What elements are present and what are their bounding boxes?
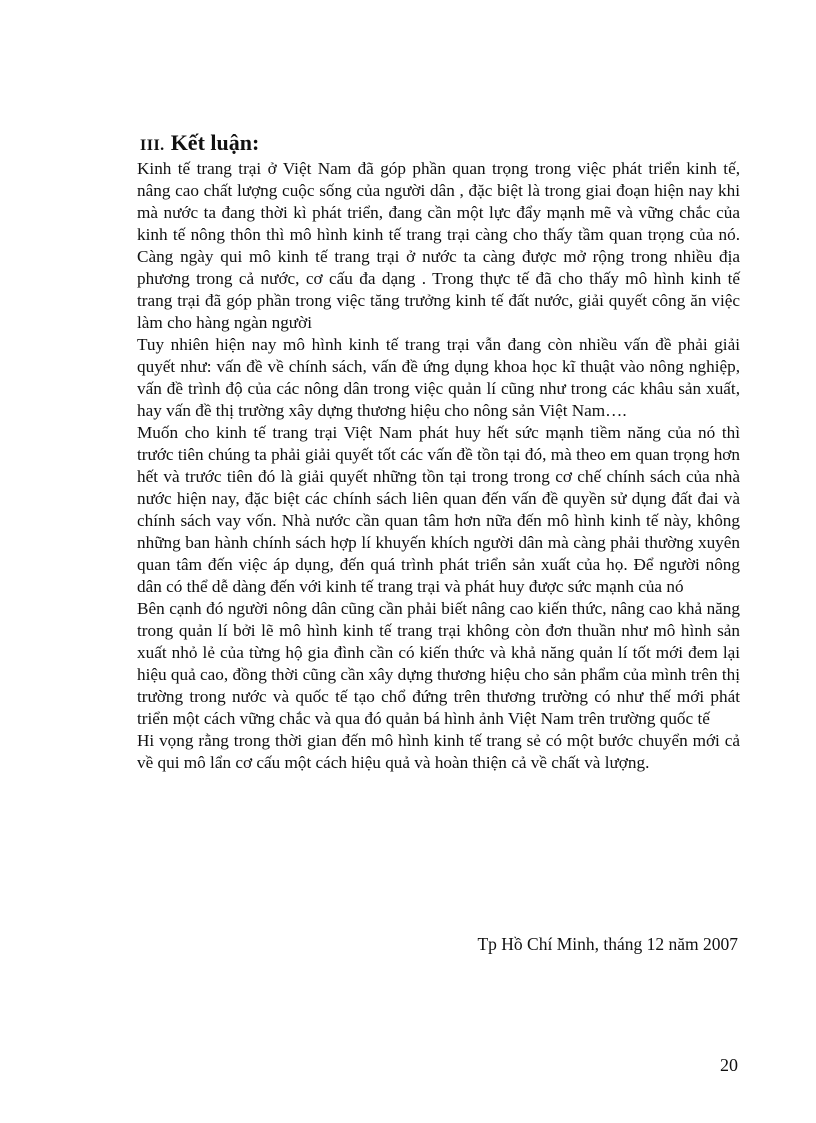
- paragraph-3: Muốn cho kinh tế trang trại Việt Nam phát huy hết sức mạnh tiềm năng của nó thì trước tiên chúng ta phải giải quyết tốt các vấn đề tồn tại đó, mà theo em quan trọng hơn hết và trước tiên đó là giải quyết những tồn tại trong trong cơ chế chính sách của nhà nước hiện nay, đặc biệt các chính sách liên quan đến vấn đề quyền sử dụng đất đai và chính sách vay vốn. Nhà nước cần quan tâm hơn nữa đến mô hình kinh tế này, không những ban hành chính sách hợp lí khuyến khích người dân mà càng phải thường xuyên quan tâm đến việc áp dụng, đến quá trình phát triển sản xuất của họ. Để người nông dân có thể dễ dàng đến với kinh tế trang trại và phát huy được sức mạnh của nó: [137, 423, 740, 596]
- paragraph-2: Tuy nhiên hiện nay mô hình kinh tế trang trại vẫn đang còn nhiều vấn đề phải giải quyết như: vấn đề về chính sách, vấn đề ứng dụng khoa học kĩ thuật vào nông nghiệp, vấn đề trình độ của các nông dân trong việc quản lí cũng như trong các khâu sản xuất, hay vấn đề thị trường xây dựng thương hiệu cho nông sản Việt Nam….: [137, 335, 740, 420]
- date-line: Tp Hồ Chí Minh, tháng 12 năm 2007: [477, 934, 738, 954]
- section-number: III.: [140, 137, 165, 154]
- paragraph-1: Kinh tế trang trại ở Việt Nam đã góp phần quan trọng trong việc phát triển kinh tế, nâng cao chất lượng cuộc sống của người dân , đặc biệt là trong giai đoạn hiện nay khi mà nước ta đang thời kì phát triển, đang cần một lực đẩy mạnh mẽ và vững chắc của kinh tế nông thôn thì mô hình kinh tế trang trại càng cho thấy tầm quan trọng của nó. Càng ngày qui mô kinh tế trang trại ở nước ta càng được mở rộng trong nhiều địa phương trong cả nước, cơ cấu đa dạng . Trong thực tế đã cho thấy mô hình kinh tế trang trại đã góp phần trong việc tăng trưởng kinh tế đất nước, giải quyết công ăn việc làm cho hàng ngàn người: [137, 159, 740, 332]
- page-number: 20: [720, 1055, 738, 1075]
- paragraph-4: Bên cạnh đó người nông dân cũng cần phải biết nâng cao kiến thức, nâng cao khả năng trong quản lí bởi lẽ mô hình kinh tế trang trại không còn đơn thuần như mô hình sản xuất nhỏ lẻ của từng hộ gia đình cần có kiến thức và khả năng quản lí tốt mới đem lại hiệu quả cao, đồng thời cũng cần xây dựng thương hiệu cho sản phẩm của mình trên thị trường trong nước và quốc tế tạo chổ đứng trên thương trường có như thế mới phát triển một cách vững chắc và qua đó quản bá hình ảnh Việt Nam trên trường quốc tế: [137, 599, 740, 728]
- section-heading: [140, 128, 259, 161]
- section-title: Kết luận:: [170, 130, 260, 155]
- paragraph-5: Hi vọng rằng trong thời gian đến mô hình kinh tế trang sẻ có một bước chuyển mới cả về qui mô lẩn cơ cấu một cách hiệu quả và hoàn thiện cả về chất và lượng.: [137, 731, 740, 772]
- body-text: [137, 158, 740, 774]
